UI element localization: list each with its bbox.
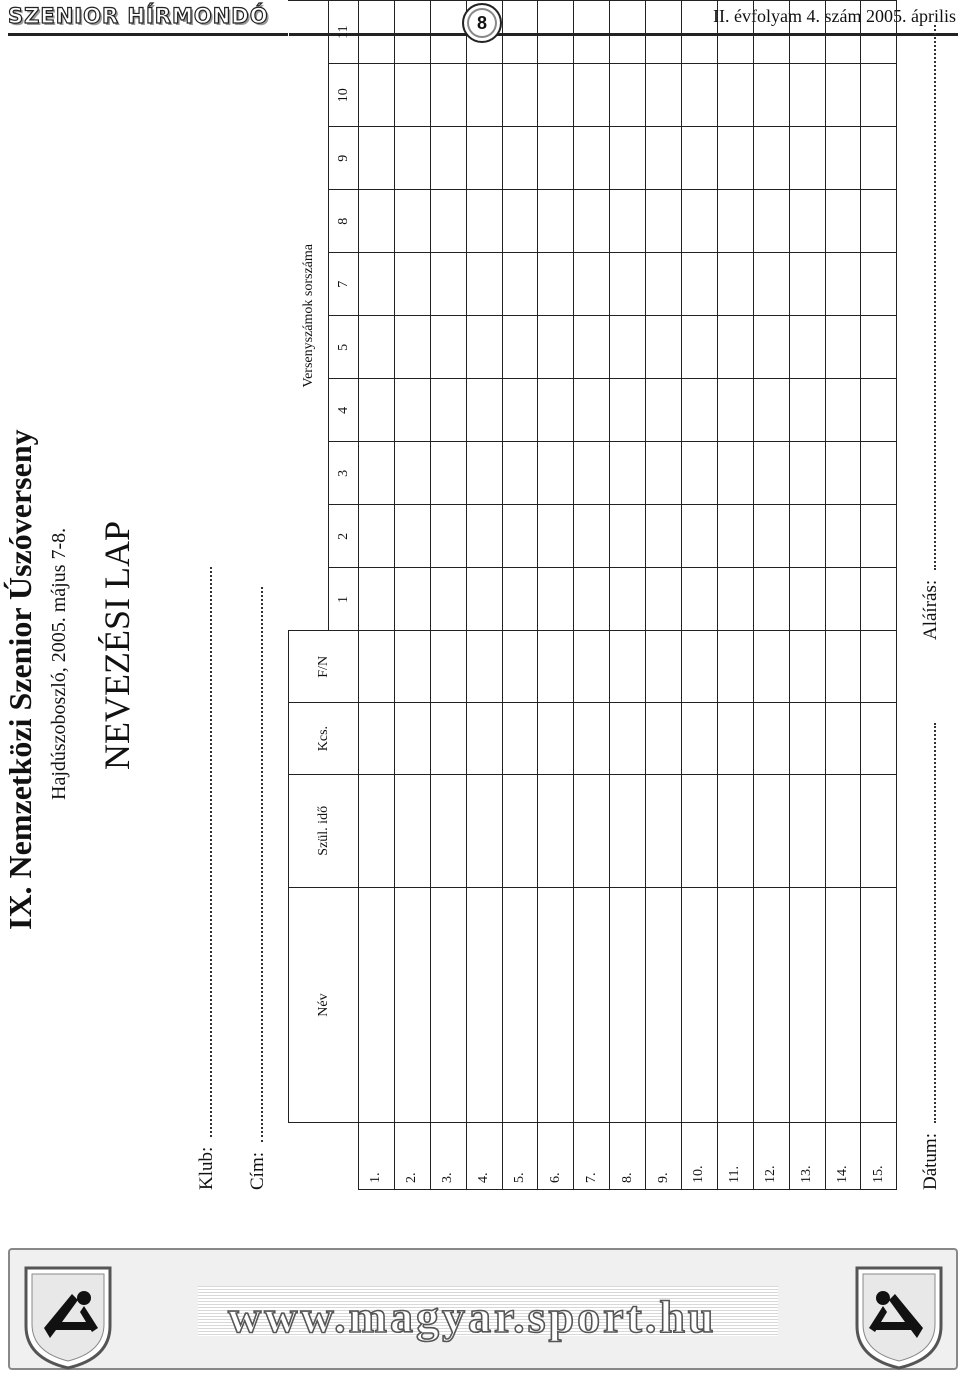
event-cell[interactable] — [717, 568, 753, 631]
event-cell[interactable] — [789, 442, 825, 505]
column-header-age-group: Kcs. — [289, 703, 359, 775]
event-cell[interactable] — [610, 505, 646, 568]
event-cell[interactable] — [466, 568, 502, 631]
event-cell[interactable] — [538, 253, 574, 316]
club-field — [196, 567, 218, 1190]
event-cell[interactable] — [359, 127, 395, 190]
event-cell[interactable] — [861, 190, 897, 253]
event-cell[interactable] — [646, 568, 682, 631]
event-cell[interactable] — [430, 442, 466, 505]
entry-row — [682, 1, 718, 1190]
event-number-header: 10 — [329, 64, 359, 127]
age-group-cell[interactable] — [861, 703, 897, 775]
name-cell[interactable] — [430, 887, 466, 1123]
event-cell[interactable] — [610, 64, 646, 127]
event-cell[interactable] — [359, 1, 395, 64]
event-cell[interactable] — [646, 1, 682, 64]
event-cell[interactable] — [430, 1, 466, 64]
event-cell[interactable] — [789, 127, 825, 190]
age-group-cell[interactable] — [717, 703, 753, 775]
event-cell[interactable] — [430, 64, 466, 127]
event-cell[interactable] — [753, 64, 789, 127]
entry-row — [538, 1, 574, 1190]
footer-url[interactable]: www.magyar.sport.hu — [228, 1291, 717, 1342]
row-number: 7. — [574, 1123, 610, 1190]
event-cell[interactable] — [502, 568, 538, 631]
event-cell[interactable] — [538, 1, 574, 64]
event-cell[interactable] — [430, 379, 466, 442]
birth-cell[interactable] — [825, 774, 861, 887]
entry-row — [610, 1, 646, 1190]
name-cell[interactable] — [789, 887, 825, 1123]
event-cell[interactable] — [825, 316, 861, 379]
event-cell[interactable] — [825, 505, 861, 568]
row-number: 10. — [682, 1123, 718, 1190]
event-cell[interactable] — [825, 442, 861, 505]
sex-cell[interactable] — [825, 631, 861, 703]
event-cell[interactable] — [610, 316, 646, 379]
swimmer-shield-icon — [853, 1266, 945, 1370]
event-cell[interactable] — [825, 127, 861, 190]
event-cell[interactable] — [394, 190, 430, 253]
age-group-cell[interactable] — [610, 703, 646, 775]
birth-cell[interactable] — [646, 774, 682, 887]
event-cell[interactable] — [394, 253, 430, 316]
row-number: 8. — [610, 1123, 646, 1190]
event-cell[interactable] — [574, 1, 610, 64]
birth-cell[interactable] — [753, 774, 789, 887]
form-title: IX. Nemzetközi Szenior Úszóverseny — [2, 429, 38, 930]
signature-label: Aláírás: — [920, 579, 941, 640]
club-input-line[interactable] — [198, 567, 212, 1137]
entry-table — [288, 0, 897, 1190]
birth-cell[interactable] — [538, 774, 574, 887]
event-cell[interactable] — [466, 127, 502, 190]
sex-cell[interactable] — [646, 631, 682, 703]
event-cell[interactable] — [789, 64, 825, 127]
event-cell[interactable] — [861, 253, 897, 316]
birth-cell[interactable] — [466, 774, 502, 887]
event-number-header: 2 — [329, 505, 359, 568]
column-header-events: Versenyszámok sorszáma — [289, 1, 329, 631]
event-cell[interactable] — [753, 1, 789, 64]
birth-cell[interactable] — [610, 774, 646, 887]
page-number-badge — [462, 3, 502, 43]
event-cell[interactable] — [717, 505, 753, 568]
event-cell[interactable] — [753, 316, 789, 379]
event-cell[interactable] — [789, 379, 825, 442]
event-cell[interactable] — [574, 379, 610, 442]
birth-cell[interactable] — [682, 774, 718, 887]
event-cell[interactable] — [717, 127, 753, 190]
birth-cell[interactable] — [502, 774, 538, 887]
event-cell[interactable] — [610, 127, 646, 190]
entry-row — [717, 1, 753, 1190]
event-cell[interactable] — [502, 127, 538, 190]
event-cell[interactable] — [430, 127, 466, 190]
event-cell[interactable] — [789, 316, 825, 379]
birth-cell[interactable] — [861, 774, 897, 887]
event-cell[interactable] — [861, 64, 897, 127]
date-field — [920, 723, 942, 1190]
row-number: 15. — [861, 1123, 897, 1190]
row-number-header — [289, 1123, 359, 1190]
event-cell[interactable] — [466, 190, 502, 253]
event-cell[interactable] — [682, 505, 718, 568]
event-cell[interactable] — [359, 442, 395, 505]
column-header-birth: Szül. idő — [289, 774, 359, 887]
event-cell[interactable] — [574, 505, 610, 568]
event-cell[interactable] — [394, 505, 430, 568]
event-cell[interactable] — [861, 316, 897, 379]
sex-cell[interactable] — [789, 631, 825, 703]
event-cell[interactable] — [717, 253, 753, 316]
row-number: 1. — [359, 1123, 395, 1190]
age-group-cell[interactable] — [502, 703, 538, 775]
form-subtitle: Hajdúszoboszló, 2005. május 7-8. — [48, 527, 70, 800]
event-number-header: 7 — [329, 253, 359, 316]
entry-row — [502, 1, 538, 1190]
birth-cell[interactable] — [394, 774, 430, 887]
event-cell[interactable] — [394, 64, 430, 127]
event-cell[interactable] — [753, 379, 789, 442]
event-cell[interactable] — [430, 253, 466, 316]
event-cell[interactable] — [861, 568, 897, 631]
event-cell[interactable] — [610, 442, 646, 505]
event-cell[interactable] — [682, 190, 718, 253]
event-cell[interactable] — [359, 316, 395, 379]
sex-cell[interactable] — [574, 631, 610, 703]
event-cell[interactable] — [610, 190, 646, 253]
event-cell[interactable] — [394, 316, 430, 379]
birth-cell[interactable] — [359, 774, 395, 887]
entry-row — [466, 1, 502, 1190]
event-cell[interactable] — [825, 379, 861, 442]
event-cell[interactable] — [753, 127, 789, 190]
row-number: 9. — [646, 1123, 682, 1190]
event-cell[interactable] — [502, 379, 538, 442]
event-cell[interactable] — [861, 127, 897, 190]
event-cell[interactable] — [646, 442, 682, 505]
sex-cell[interactable] — [682, 631, 718, 703]
event-cell[interactable] — [825, 190, 861, 253]
event-cell[interactable] — [574, 127, 610, 190]
event-cell[interactable] — [394, 568, 430, 631]
entry-row — [825, 1, 861, 1190]
name-cell[interactable] — [861, 887, 897, 1123]
event-cell[interactable] — [682, 568, 718, 631]
event-cell[interactable] — [646, 379, 682, 442]
event-cell[interactable] — [717, 379, 753, 442]
event-cell[interactable] — [394, 127, 430, 190]
age-group-cell[interactable] — [359, 703, 395, 775]
signature-field — [920, 25, 942, 640]
event-cell[interactable] — [610, 379, 646, 442]
page-number: 8 — [476, 12, 487, 33]
event-cell[interactable] — [574, 253, 610, 316]
event-cell[interactable] — [646, 505, 682, 568]
row-number: 4. — [466, 1123, 502, 1190]
event-cell[interactable] — [502, 316, 538, 379]
swimmer-shield-icon — [22, 1266, 114, 1370]
event-cell[interactable] — [394, 1, 430, 64]
masthead-logo: SZENIOR HÍRMONDÓ — [8, 4, 269, 28]
event-cell[interactable] — [359, 253, 395, 316]
age-group-cell[interactable] — [825, 703, 861, 775]
event-cell[interactable] — [502, 190, 538, 253]
name-cell[interactable] — [394, 887, 430, 1123]
event-number-header: 9 — [329, 127, 359, 190]
event-cell[interactable] — [502, 442, 538, 505]
event-cell[interactable] — [574, 568, 610, 631]
event-cell[interactable] — [574, 442, 610, 505]
sex-cell[interactable] — [466, 631, 502, 703]
age-group-cell[interactable] — [538, 703, 574, 775]
name-cell[interactable] — [502, 887, 538, 1123]
sex-cell[interactable] — [394, 631, 430, 703]
name-cell[interactable] — [610, 887, 646, 1123]
age-group-cell[interactable] — [466, 703, 502, 775]
event-cell[interactable] — [717, 442, 753, 505]
event-cell[interactable] — [359, 505, 395, 568]
name-cell[interactable] — [682, 887, 718, 1123]
event-cell[interactable] — [359, 568, 395, 631]
event-cell[interactable] — [646, 190, 682, 253]
column-header-name: Név — [289, 887, 359, 1123]
event-cell[interactable] — [753, 442, 789, 505]
event-number-header: 5 — [329, 316, 359, 379]
date-input-line[interactable] — [922, 723, 936, 1123]
birth-cell[interactable] — [717, 774, 753, 887]
event-cell[interactable] — [789, 505, 825, 568]
event-cell[interactable] — [789, 190, 825, 253]
footer-banner — [8, 1248, 958, 1370]
event-cell[interactable] — [502, 1, 538, 64]
row-number: 5. — [502, 1123, 538, 1190]
event-cell[interactable] — [861, 505, 897, 568]
event-cell[interactable] — [359, 190, 395, 253]
event-cell[interactable] — [430, 190, 466, 253]
signature-input-line[interactable] — [922, 25, 936, 570]
entry-row — [394, 1, 430, 1190]
form-heading: NEVEZÉSI LAP — [97, 521, 137, 770]
event-cell[interactable] — [610, 1, 646, 64]
age-group-cell[interactable] — [430, 703, 466, 775]
event-cell[interactable] — [538, 64, 574, 127]
address-input-line[interactable] — [249, 587, 263, 1142]
event-cell[interactable] — [466, 379, 502, 442]
entry-row — [789, 1, 825, 1190]
event-cell[interactable] — [861, 442, 897, 505]
event-cell[interactable] — [430, 505, 466, 568]
event-cell[interactable] — [861, 379, 897, 442]
event-cell[interactable] — [430, 568, 466, 631]
age-group-cell[interactable] — [753, 703, 789, 775]
name-cell[interactable] — [466, 887, 502, 1123]
event-cell[interactable] — [359, 64, 395, 127]
event-number-header: 1 — [329, 568, 359, 631]
event-cell[interactable] — [717, 1, 753, 64]
event-cell[interactable] — [538, 316, 574, 379]
event-cell[interactable] — [502, 253, 538, 316]
event-cell[interactable] — [753, 253, 789, 316]
event-cell[interactable] — [682, 316, 718, 379]
row-number: 12. — [753, 1123, 789, 1190]
club-label: Klub: — [196, 1146, 217, 1190]
name-cell[interactable] — [359, 887, 395, 1123]
entry-row — [861, 1, 897, 1190]
entry-rows — [359, 1, 897, 1190]
event-cell[interactable] — [646, 253, 682, 316]
entry-row — [574, 1, 610, 1190]
event-cell[interactable] — [646, 127, 682, 190]
row-number: 6. — [538, 1123, 574, 1190]
age-group-cell[interactable] — [574, 703, 610, 775]
row-number: 13. — [789, 1123, 825, 1190]
event-cell[interactable] — [466, 316, 502, 379]
issue-info: II. évfolyam 4. szám 2005. április — [713, 6, 956, 26]
event-cell[interactable] — [466, 442, 502, 505]
event-number-header: 11 — [329, 1, 359, 64]
event-cell[interactable] — [789, 1, 825, 64]
column-header-sex: F/N — [289, 631, 359, 703]
row-number: 14. — [825, 1123, 861, 1190]
age-group-cell[interactable] — [682, 703, 718, 775]
event-cell[interactable] — [717, 316, 753, 379]
event-cell[interactable] — [753, 190, 789, 253]
event-cell[interactable] — [753, 568, 789, 631]
event-cell[interactable] — [825, 253, 861, 316]
sex-cell[interactable] — [753, 631, 789, 703]
entry-row — [646, 1, 682, 1190]
sex-cell[interactable] — [610, 631, 646, 703]
event-cell[interactable] — [502, 64, 538, 127]
name-cell[interactable] — [574, 887, 610, 1123]
address-label: Cím: — [247, 1151, 268, 1190]
age-group-cell[interactable] — [394, 703, 430, 775]
event-cell[interactable] — [825, 568, 861, 631]
event-cell[interactable] — [682, 127, 718, 190]
sex-cell[interactable] — [502, 631, 538, 703]
name-cell[interactable] — [717, 887, 753, 1123]
event-cell[interactable] — [825, 1, 861, 64]
event-cell[interactable] — [466, 64, 502, 127]
event-cell[interactable] — [574, 316, 610, 379]
name-cell[interactable] — [825, 887, 861, 1123]
event-cell[interactable] — [466, 253, 502, 316]
sex-cell[interactable] — [538, 631, 574, 703]
address-field — [247, 587, 269, 1190]
event-cell[interactable] — [682, 379, 718, 442]
event-number-header: 8 — [329, 190, 359, 253]
event-cell[interactable] — [574, 190, 610, 253]
sex-cell[interactable] — [430, 631, 466, 703]
event-cell[interactable] — [717, 190, 753, 253]
row-number: 3. — [430, 1123, 466, 1190]
event-cell[interactable] — [610, 568, 646, 631]
sex-cell[interactable] — [717, 631, 753, 703]
event-cell[interactable] — [682, 64, 718, 127]
event-cell[interactable] — [538, 568, 574, 631]
age-group-cell[interactable] — [646, 703, 682, 775]
event-cell[interactable] — [538, 127, 574, 190]
event-cell[interactable] — [646, 316, 682, 379]
birth-cell[interactable] — [789, 774, 825, 887]
date-label: Dátum: — [920, 1133, 941, 1190]
name-cell[interactable] — [538, 887, 574, 1123]
event-cell[interactable] — [861, 1, 897, 64]
entry-row — [753, 1, 789, 1190]
event-cell[interactable] — [502, 505, 538, 568]
birth-cell[interactable] — [430, 774, 466, 887]
birth-cell[interactable] — [574, 774, 610, 887]
sex-cell[interactable] — [861, 631, 897, 703]
event-cell[interactable] — [789, 568, 825, 631]
event-cell[interactable] — [394, 379, 430, 442]
row-number: 2. — [394, 1123, 430, 1190]
event-cell[interactable] — [682, 1, 718, 64]
event-cell[interactable] — [574, 64, 610, 127]
event-cell[interactable] — [825, 64, 861, 127]
event-cell[interactable] — [538, 190, 574, 253]
event-cell[interactable] — [430, 316, 466, 379]
row-number: 11. — [717, 1123, 753, 1190]
age-group-cell[interactable] — [789, 703, 825, 775]
event-cell[interactable] — [717, 64, 753, 127]
entry-row — [430, 1, 466, 1190]
name-cell[interactable] — [646, 887, 682, 1123]
event-cell[interactable] — [682, 442, 718, 505]
event-cell[interactable] — [359, 379, 395, 442]
event-cell[interactable] — [789, 253, 825, 316]
event-cell[interactable] — [538, 379, 574, 442]
event-cell[interactable] — [610, 253, 646, 316]
event-cell[interactable] — [538, 442, 574, 505]
sex-cell[interactable] — [359, 631, 395, 703]
event-cell[interactable] — [538, 505, 574, 568]
event-cell[interactable] — [466, 505, 502, 568]
event-number-header: 4 — [329, 379, 359, 442]
event-cell[interactable] — [753, 505, 789, 568]
event-cell[interactable] — [394, 442, 430, 505]
name-cell[interactable] — [753, 887, 789, 1123]
event-cell[interactable] — [682, 253, 718, 316]
entry-row — [359, 1, 395, 1190]
event-number-header: 3 — [329, 442, 359, 505]
event-cell[interactable] — [646, 64, 682, 127]
